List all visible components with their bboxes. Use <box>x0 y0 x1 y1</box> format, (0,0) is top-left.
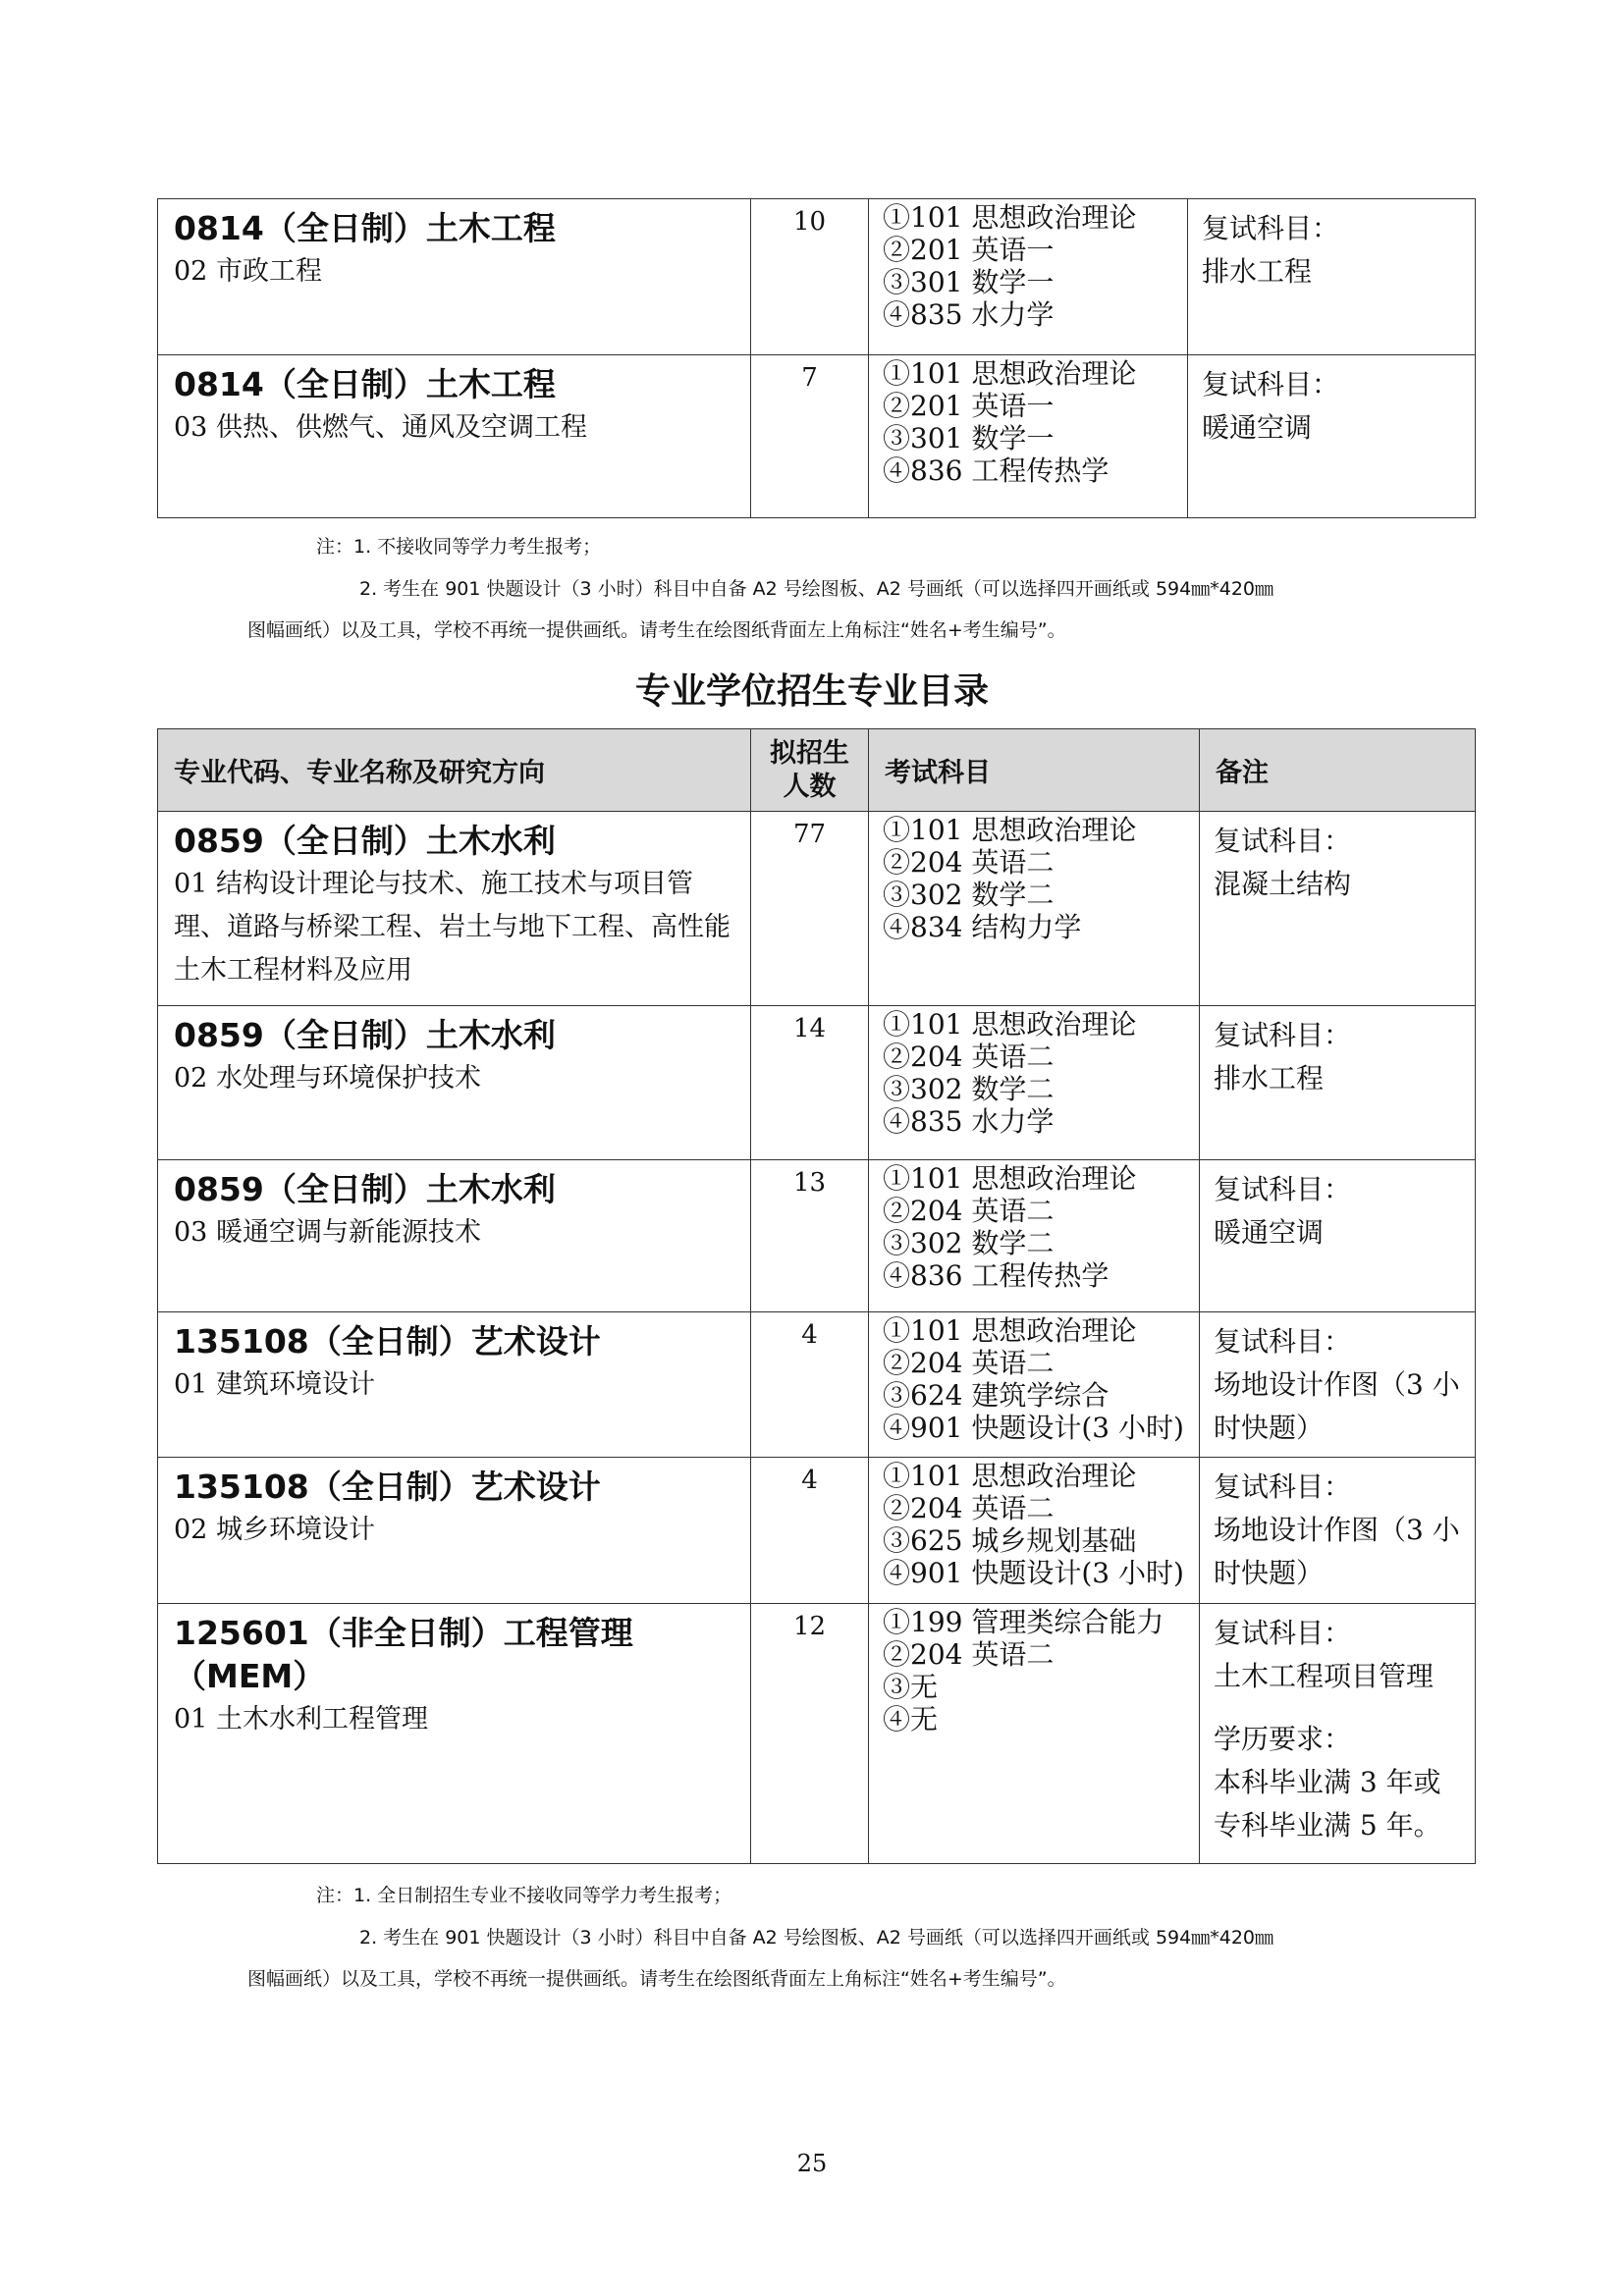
program-cell <box>158 355 751 518</box>
enrollment-count: 4 <box>751 1312 869 1458</box>
enrollment-count: 12 <box>751 1604 869 1864</box>
note-line: 注：1. 全日制招生专业不接收同等学力考生报考； <box>316 1885 732 1906</box>
enrollment-count: 13 <box>751 1160 869 1312</box>
remarks <box>1200 1604 1476 1864</box>
subject-item: ②204 英语二 <box>883 1195 1055 1227</box>
subject-item: ③302 数学二 <box>883 1227 1055 1259</box>
remark-label: 复试科目： <box>1202 368 1340 400</box>
subject-item: ④836 工程传热学 <box>883 1259 1110 1292</box>
remark-value: 混凝土结构 <box>1214 868 1352 900</box>
subject-item: ①101 思想政治理论 <box>883 1314 1137 1347</box>
header-program: 专业代码、专业名称及研究方向 <box>158 729 751 812</box>
program-cell <box>158 199 751 355</box>
subject-item: ④901 快题设计(3 小时) <box>883 1557 1184 1589</box>
requirement-value: 本科毕业满 3 年或专科毕业满 5 年。 <box>1214 1766 1441 1842</box>
subject-item: ④901 快题设计(3 小时) <box>883 1412 1184 1444</box>
remarks <box>1200 1160 1476 1312</box>
program-code: 0859（全日制）土木水利 <box>174 1016 556 1054</box>
program-cell <box>158 812 751 1006</box>
subject-item: ③无 <box>883 1671 939 1703</box>
subject-item: ①101 思想政治理论 <box>883 1008 1137 1041</box>
research-direction: 03 暖通空调与新能源技术 <box>174 1217 481 1248</box>
remark-label: 复试科目： <box>1214 1019 1352 1051</box>
program-cell <box>158 1160 751 1312</box>
program-code: 135108（全日制）艺术设计 <box>174 1322 601 1361</box>
remark-value: 土木工程项目管理 <box>1214 1660 1435 1692</box>
subject-item: ②204 英语二 <box>883 1041 1055 1073</box>
requirement-label: 学历要求： <box>1214 1723 1352 1755</box>
enrollment-count: 10 <box>751 199 869 355</box>
subject-item: ④836 工程传热学 <box>883 454 1110 487</box>
table-row <box>158 1604 1476 1864</box>
subject-item: ②204 英语二 <box>883 1638 1055 1671</box>
remarks <box>1200 1458 1476 1604</box>
remarks <box>1200 812 1476 1006</box>
subject-item: ④835 水力学 <box>883 1105 1055 1138</box>
remarks <box>1200 1312 1476 1458</box>
subject-item: ④834 结构力学 <box>883 911 1082 943</box>
remark-label: 复试科目： <box>1214 1470 1352 1503</box>
subject-item: ①101 思想政治理论 <box>883 1460 1137 1492</box>
program-cell <box>158 1006 751 1160</box>
table-row <box>158 812 1476 1006</box>
table-row <box>158 1006 1476 1160</box>
header-remarks: 备注 <box>1200 729 1476 812</box>
exam-subjects <box>869 1160 1200 1312</box>
remarks <box>1188 355 1476 518</box>
subject-item: ②201 英语一 <box>883 234 1055 266</box>
subject-item: ①101 思想政治理论 <box>883 814 1137 846</box>
page-number: 25 <box>796 2150 828 2177</box>
note-line: 图幅画纸）以及工具，学校不再统一提供画纸。请考生在绘图纸背面左上角标注“姓名+考生编号”。 <box>247 619 1066 641</box>
academic-degree-table-continued <box>157 198 1476 518</box>
remarks <box>1188 199 1476 355</box>
remark-label: 复试科目： <box>1214 1325 1352 1358</box>
subject-item: ②204 英语二 <box>883 1347 1055 1379</box>
subject-item: ②204 英语二 <box>883 846 1055 879</box>
subject-item: ③301 数学一 <box>883 266 1055 298</box>
table-row <box>158 1312 1476 1458</box>
exam-subjects <box>869 812 1200 1006</box>
research-direction: 03 供热、供燃气、通风及空调工程 <box>174 412 587 443</box>
remark-label: 复试科目： <box>1202 212 1340 244</box>
subject-item: ①199 管理类综合能力 <box>883 1606 1164 1638</box>
program-code: 0814（全日制）土木工程 <box>174 365 556 403</box>
enrollment-count: 77 <box>751 812 869 1006</box>
program-cell <box>158 1312 751 1458</box>
exam-subjects <box>869 1604 1200 1864</box>
remark-label: 复试科目： <box>1214 1173 1352 1205</box>
research-direction: 01 土木水利工程管理 <box>174 1704 428 1735</box>
remark-value: 场地设计作图（3 小时快题） <box>1214 1514 1460 1589</box>
remarks <box>1200 1006 1476 1160</box>
subject-item: ③302 数学二 <box>883 879 1055 911</box>
exam-subjects <box>869 1006 1200 1160</box>
note-line: 图幅画纸）以及工具，学校不再统一提供画纸。请考生在绘图纸背面左上角标注“姓名+考生编号”。 <box>247 1968 1066 1990</box>
exam-subjects <box>869 1458 1200 1604</box>
program-code: 0859（全日制）土木水利 <box>174 822 556 860</box>
program-code: 0814（全日制）土木工程 <box>174 209 556 247</box>
subject-item: ④835 水力学 <box>883 298 1055 331</box>
research-direction: 02 城乡环境设计 <box>174 1515 375 1545</box>
table-header-row <box>158 729 1476 812</box>
research-direction: 01 结构设计理论与技术、施工技术与项目管理、道路与桥梁工程、岩土与地下工程、高性能土木工程材料及应用 <box>174 869 731 986</box>
subject-item: ②201 英语一 <box>883 390 1055 422</box>
enrollment-count: 14 <box>751 1006 869 1160</box>
header-enrollment <box>751 729 869 812</box>
remark-value: 暖通空调 <box>1202 411 1313 444</box>
subject-item: ③625 城乡规划基础 <box>883 1524 1137 1557</box>
table-row <box>158 1160 1476 1312</box>
professional-degree-table <box>157 728 1476 1864</box>
table-row <box>158 199 1476 355</box>
exam-subjects <box>869 1312 1200 1458</box>
exam-subjects <box>869 355 1188 518</box>
remark-label: 复试科目： <box>1214 1617 1352 1649</box>
research-direction: 01 建筑环境设计 <box>174 1369 375 1400</box>
subject-item: ②204 英语二 <box>883 1492 1055 1524</box>
enrollment-count: 7 <box>751 355 869 518</box>
note-line: 2. 考生在 901 快题设计（3 小时）科目中自备 A2 号绘图板、A2 号画纸（可以选择四开画纸或 594㎜*420㎜ <box>359 578 1274 600</box>
remark-value: 排水工程 <box>1214 1062 1325 1095</box>
subject-item: ①101 思想政治理论 <box>883 1162 1137 1195</box>
table-row <box>158 1458 1476 1604</box>
research-direction: 02 市政工程 <box>174 256 322 287</box>
subject-item: ①101 思想政治理论 <box>883 201 1137 234</box>
program-code: 135108（全日制）艺术设计 <box>174 1468 601 1506</box>
remark-value: 排水工程 <box>1202 255 1313 288</box>
exam-subjects <box>869 199 1188 355</box>
subject-item: ①101 思想政治理论 <box>883 357 1137 390</box>
header-enrollment-line2: 人数 <box>783 771 837 802</box>
subject-item: ④无 <box>883 1703 939 1735</box>
enrollment-count: 4 <box>751 1458 869 1604</box>
remark-label: 复试科目： <box>1214 825 1352 857</box>
subject-item: ③624 建筑学综合 <box>883 1379 1110 1412</box>
note-line: 注：1. 不接收同等学力考生报考； <box>316 536 602 558</box>
program-code: 0859（全日制）土木水利 <box>174 1170 556 1208</box>
program-code: 125601（非全日制）工程管理（MEM） <box>174 1614 633 1695</box>
subject-item: ③301 数学一 <box>883 422 1055 454</box>
note-line: 2. 考生在 901 快题设计（3 小时）科目中自备 A2 号绘图板、A2 号画纸（可以选择四开画纸或 594㎜*420㎜ <box>359 1927 1274 1949</box>
table-row <box>158 355 1476 518</box>
research-direction: 02 水处理与环境保护技术 <box>174 1063 481 1094</box>
header-enrollment-line1: 拟招生 <box>770 737 849 769</box>
header-exam-subjects: 考试科目 <box>869 729 1200 812</box>
program-cell <box>158 1604 751 1864</box>
remark-value: 暖通空调 <box>1214 1216 1325 1249</box>
program-cell <box>158 1458 751 1604</box>
section-title: 专业学位招生专业目录 <box>634 671 989 712</box>
subject-item: ③302 数学二 <box>883 1073 1055 1105</box>
remark-value: 场地设计作图（3 小时快题） <box>1214 1368 1460 1444</box>
